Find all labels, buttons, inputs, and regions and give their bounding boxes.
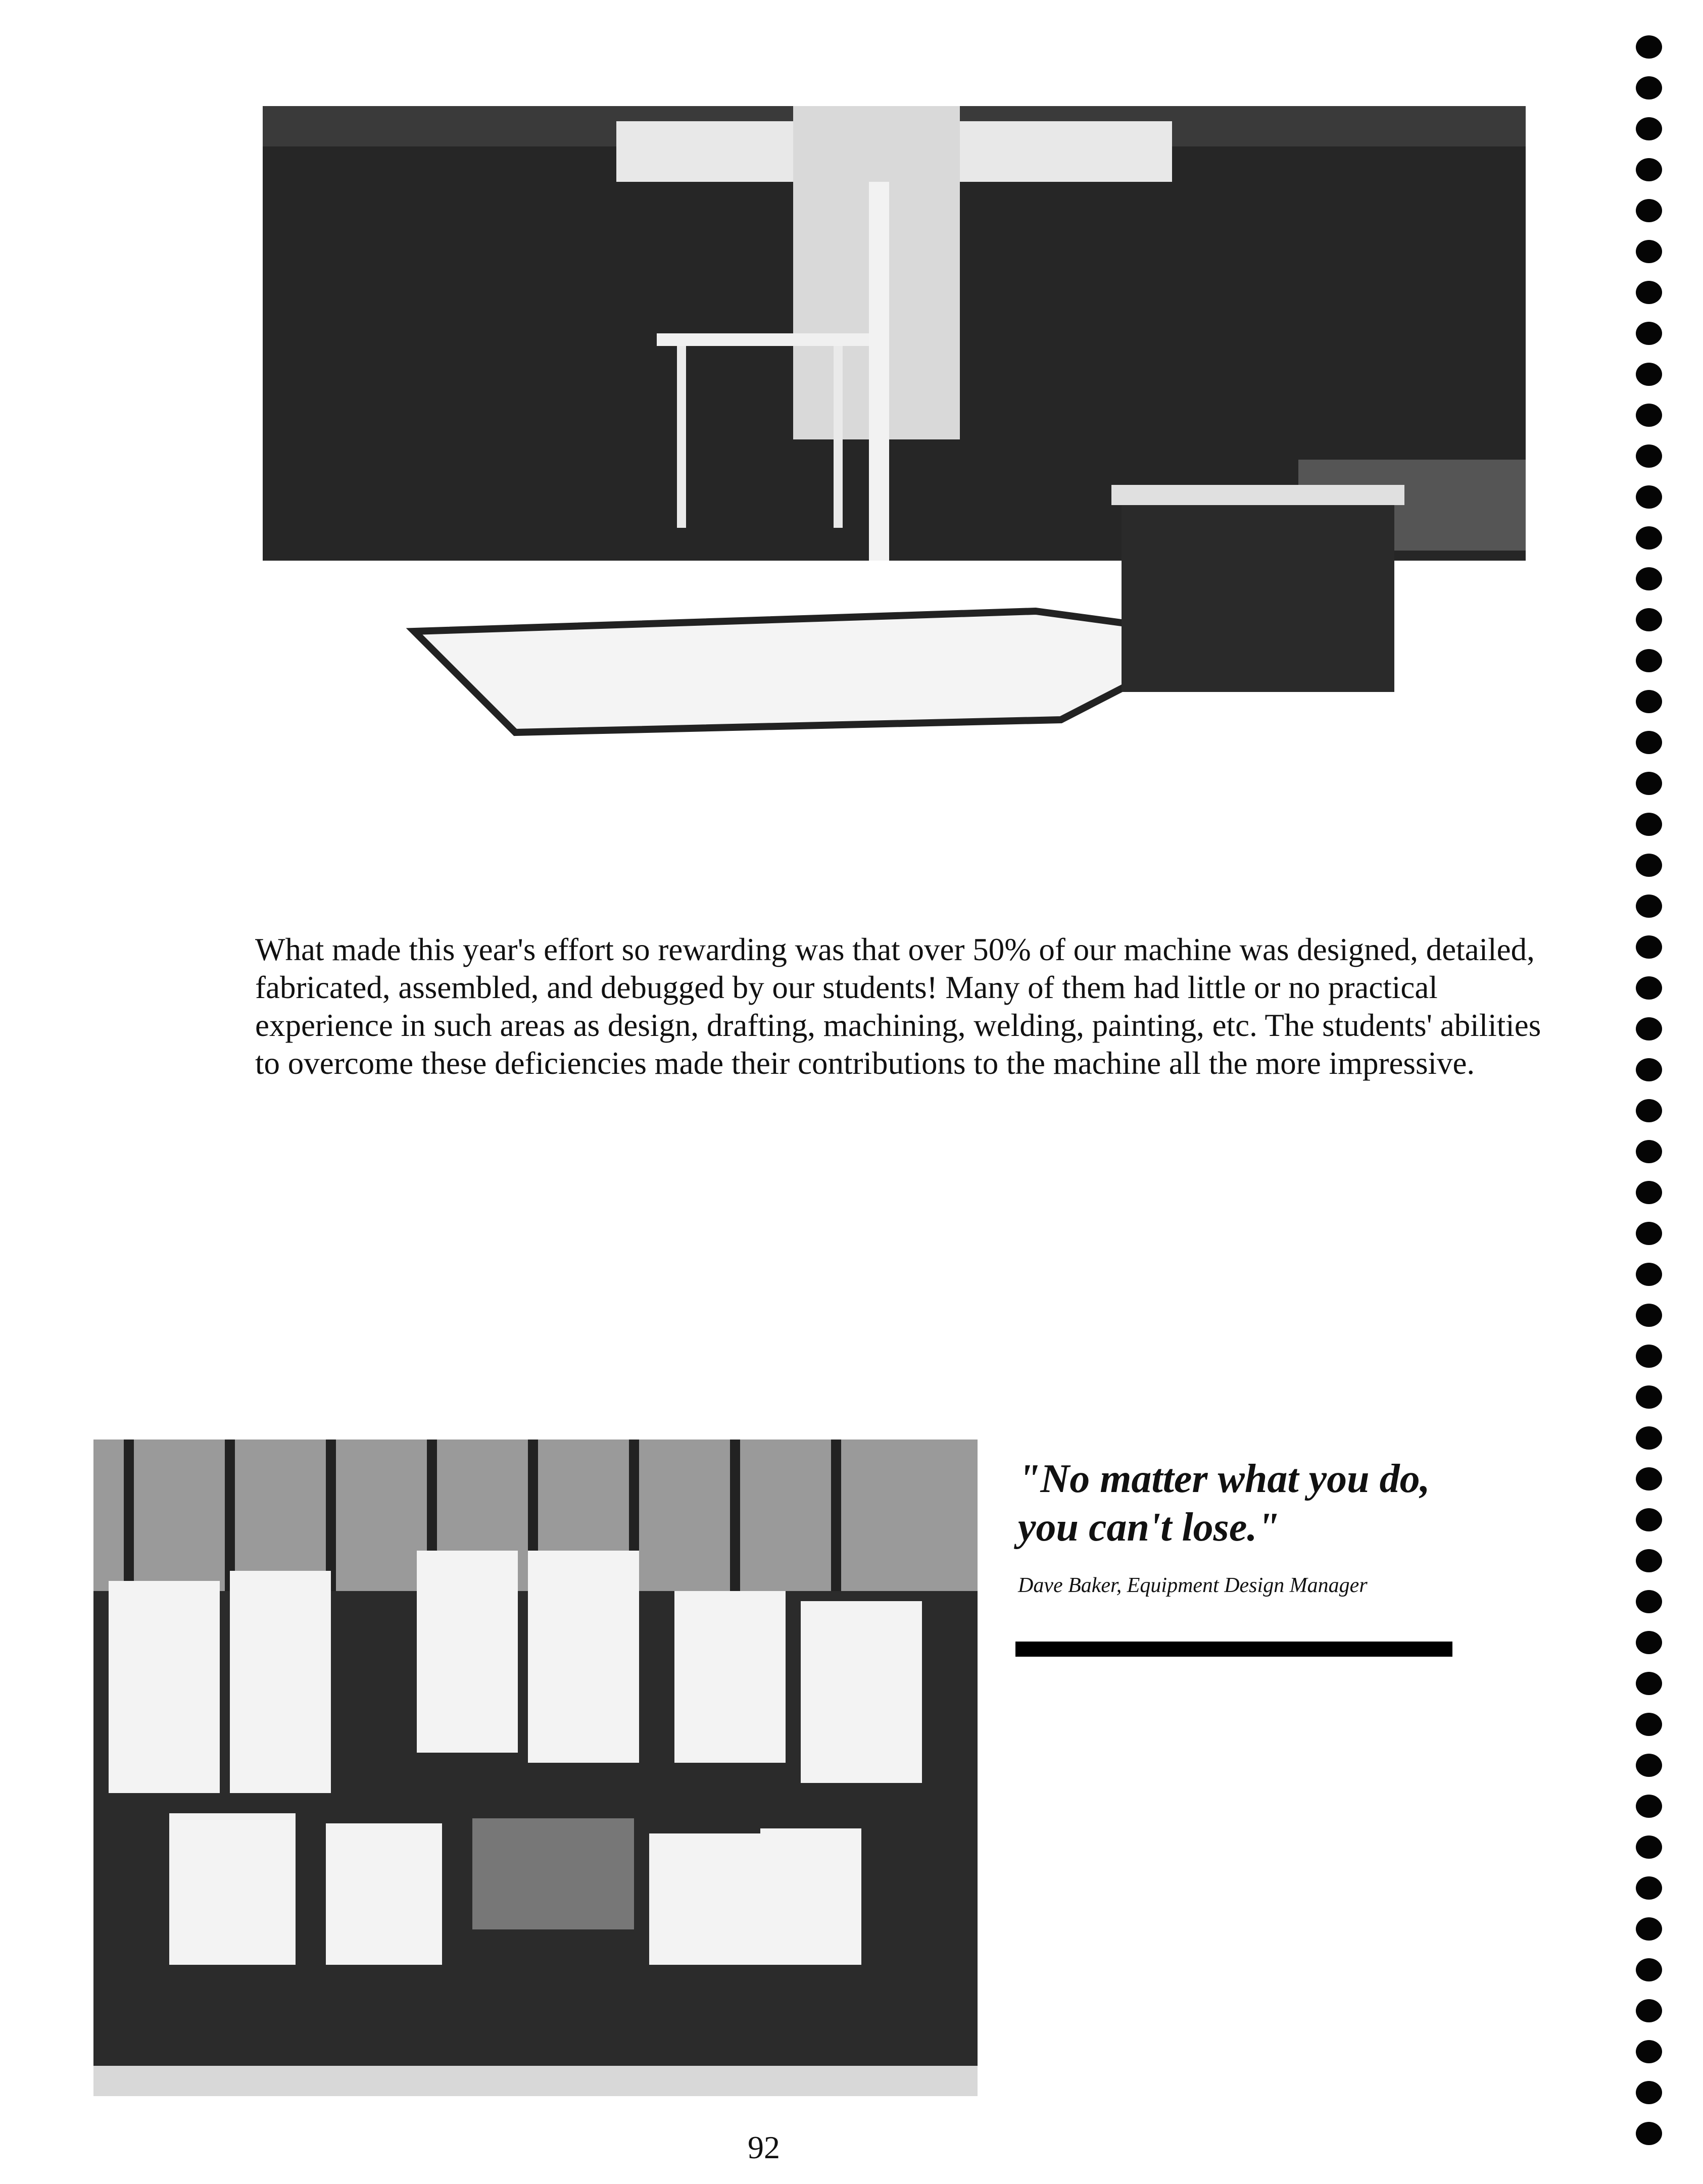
binding-hole-icon <box>1636 1017 1662 1040</box>
binding-hole-icon <box>1636 1835 1662 1859</box>
binding-hole-icon <box>1636 1099 1662 1122</box>
binding-hole-icon <box>1636 1222 1662 1245</box>
binding-hole-icon <box>1636 1058 1662 1081</box>
binding-hole-icon <box>1636 363 1662 386</box>
binding-hole-icon <box>1636 281 1662 304</box>
binding-hole-icon <box>1636 1958 1662 1981</box>
binding-hole-icon <box>1636 1876 1662 1900</box>
binding-hole-icon <box>1636 1549 1662 1572</box>
binding-hole-icon <box>1636 2122 1662 2145</box>
binding-hole-icon <box>1636 485 1662 509</box>
binding-hole-icon <box>1636 731 1662 754</box>
binding-hole-icon <box>1636 1385 1662 1409</box>
binding-hole-icon <box>1636 1426 1662 1450</box>
binding-hole-icon <box>1636 526 1662 550</box>
binding-hole-icon <box>1636 2040 1662 2063</box>
arena-photo <box>263 106 1526 763</box>
team-photo <box>93 1440 978 2096</box>
binding-hole-icon <box>1636 935 1662 959</box>
binding-hole-icon <box>1636 76 1662 100</box>
binding-hole-icon <box>1636 1795 1662 1818</box>
binding-hole-icon <box>1636 1263 1662 1286</box>
binding-hole-icon <box>1636 117 1662 140</box>
binding-hole-icon <box>1636 444 1662 468</box>
binding-holes <box>1636 35 1666 2184</box>
pull-quote: "No matter what you do, you can't lose." <box>1018 1457 1430 1550</box>
binding-hole-icon <box>1636 404 1662 427</box>
binding-hole-icon <box>1636 690 1662 713</box>
binding-hole-icon <box>1636 895 1662 918</box>
page-number: 92 <box>748 2129 780 2165</box>
binding-hole-icon <box>1636 1672 1662 1695</box>
binding-hole-icon <box>1636 1467 1662 1491</box>
binding-hole-icon <box>1636 199 1662 222</box>
binding-hole-icon <box>1636 1713 1662 1736</box>
binding-hole-icon <box>1636 649 1662 672</box>
binding-hole-icon <box>1636 322 1662 345</box>
binding-hole-icon <box>1636 240 1662 263</box>
binding-hole-icon <box>1636 772 1662 795</box>
body-paragraph: What made this year's effort so rewarding was that over 50% of our machine was designed, detailed, fabricated, assembled, and debugged by our students! Many of them had little or no practical experience in such areas as design, drafting, machining, welding, painting, etc. The students' abilities to overcome these deficiencies made their contributions to the machine all the more impressive. <box>255 932 1541 1081</box>
binding-hole-icon <box>1636 854 1662 877</box>
binding-hole-icon <box>1636 1999 1662 2022</box>
binding-hole-icon <box>1636 976 1662 1000</box>
quote-divider <box>1015 1642 1452 1657</box>
binding-hole-icon <box>1636 1345 1662 1368</box>
binding-hole-icon <box>1636 1140 1662 1163</box>
binding-hole-icon <box>1636 1181 1662 1204</box>
binding-hole-icon <box>1636 1590 1662 1613</box>
binding-hole-icon <box>1636 35 1662 59</box>
binding-hole-icon <box>1636 2081 1662 2104</box>
binding-hole-icon <box>1636 1304 1662 1327</box>
quote-attribution: Dave Baker, Equipment Design Manager <box>1018 1574 1368 1597</box>
binding-hole-icon <box>1636 1631 1662 1654</box>
binding-hole-icon <box>1636 1917 1662 1941</box>
binding-hole-icon <box>1636 608 1662 631</box>
binding-hole-icon <box>1636 813 1662 836</box>
binding-hole-icon <box>1636 567 1662 590</box>
binding-hole-icon <box>1636 1754 1662 1777</box>
binding-hole-icon <box>1636 1508 1662 1531</box>
binding-hole-icon <box>1636 158 1662 181</box>
